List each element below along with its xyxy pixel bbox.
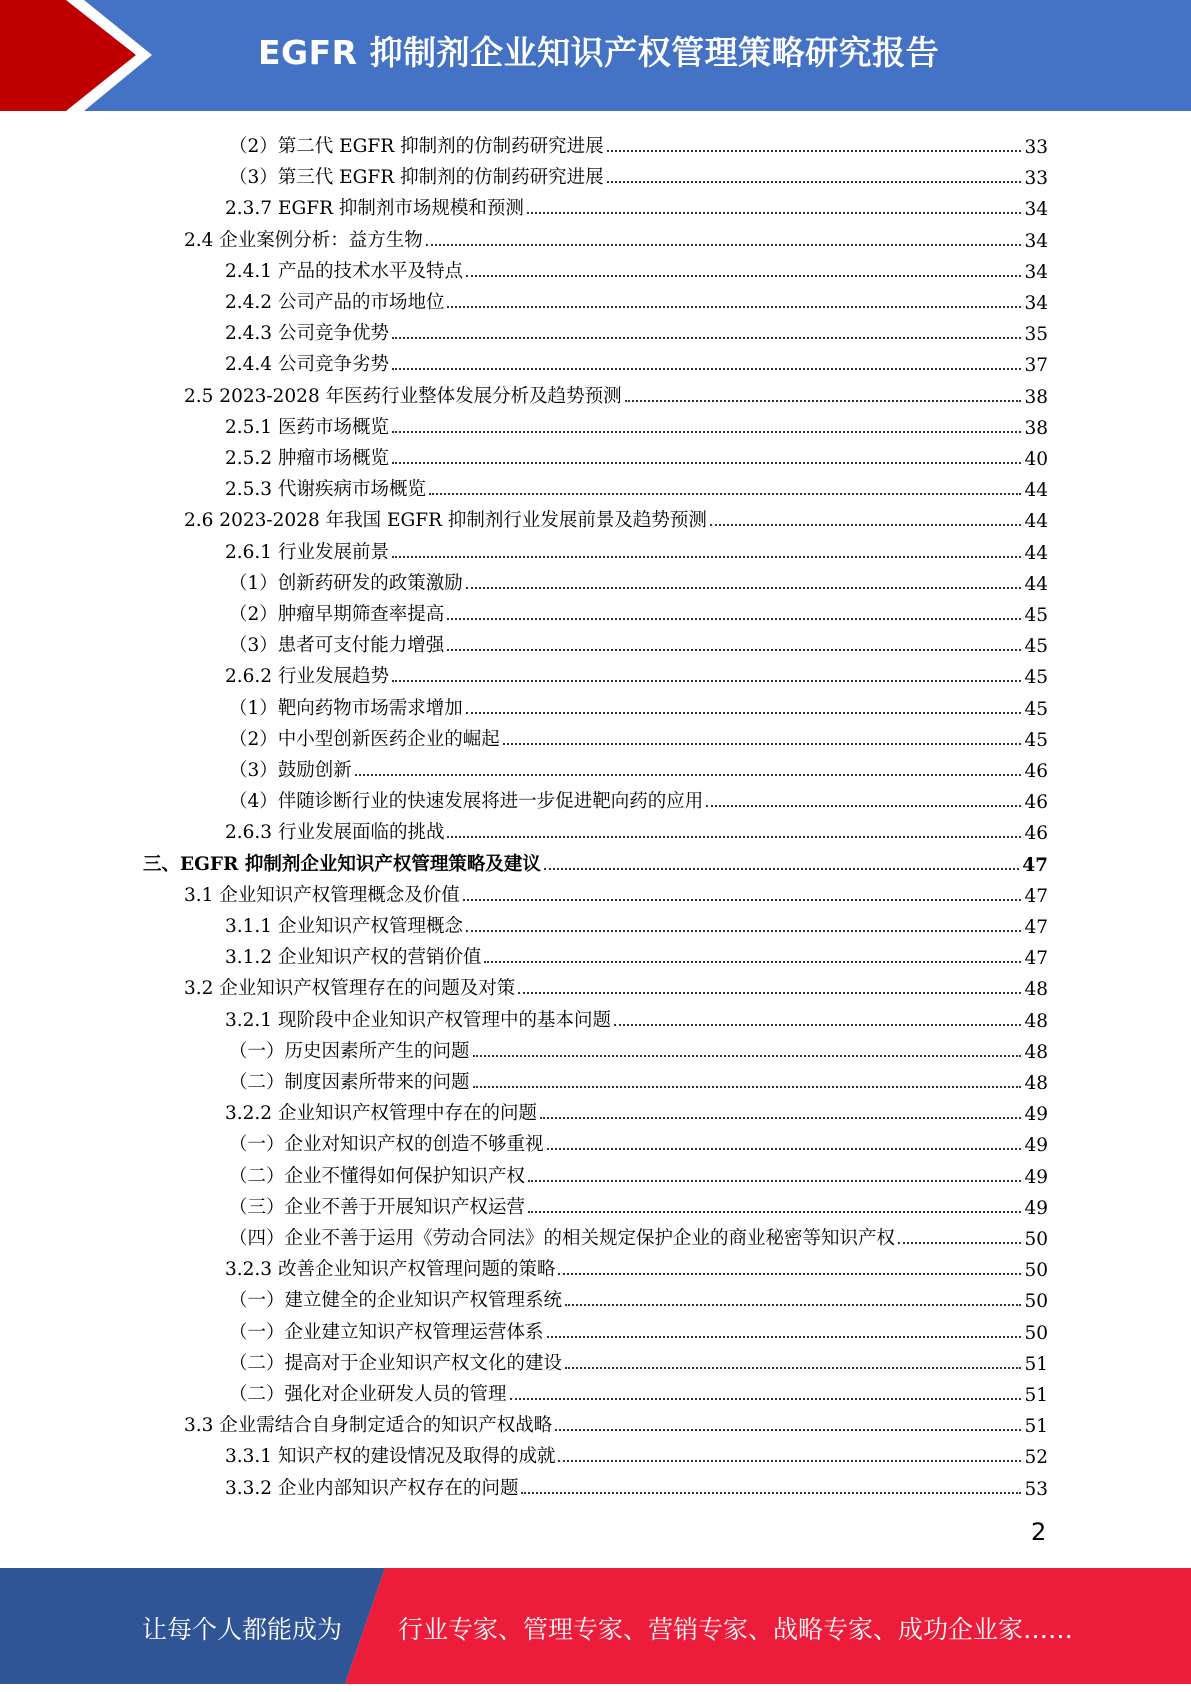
toc-entry-label: 3.1 企业知识产权管理概念及价值 (184, 884, 460, 906)
toc-entry[interactable] (229, 595, 1048, 626)
toc-leader-dots (607, 150, 1022, 152)
toc-entry[interactable] (229, 1375, 1048, 1406)
toc-entry[interactable] (225, 1001, 1048, 1032)
page-header (0, 0, 1191, 111)
toc-entry-page: 46 (1024, 792, 1048, 814)
toc-entry-label: （二）企业不懂得如何保护知识产权 (229, 1165, 526, 1187)
toc-leader-dots (607, 181, 1022, 183)
toc-entry[interactable] (184, 221, 1048, 252)
toc-entry-page: 44 (1024, 573, 1048, 595)
toc-entry-page: 44 (1024, 511, 1048, 533)
toc-entry-page: 49 (1024, 1104, 1048, 1126)
toc-entry-label: （1）靶向药物市场需求增加 (229, 697, 463, 719)
toc-leader-dots (565, 1304, 1021, 1306)
toc-entry-page: 49 (1024, 1135, 1048, 1157)
toc-entry-page: 49 (1024, 1197, 1048, 1219)
toc-entry[interactable] (225, 1094, 1048, 1125)
toc-entry[interactable] (229, 1188, 1048, 1219)
toc-leader-dots (555, 1429, 1021, 1431)
toc-entry[interactable] (225, 938, 1048, 969)
toc-leader-dots (710, 524, 1022, 526)
toc-leader-dots (392, 368, 1021, 370)
toc-entry-page: 51 (1024, 1416, 1048, 1438)
toc-entry[interactable] (143, 845, 1048, 876)
toc-leader-dots (473, 1055, 1022, 1057)
toc-entry-label: 2.6.3 行业发展面临的挑战 (225, 822, 445, 844)
page-number: 2 (1031, 1518, 1047, 1546)
toc-leader-dots (565, 1367, 1021, 1369)
toc-entry-label: 3.3 企业需结合自身制定适合的知识产权战略 (184, 1415, 553, 1437)
toc-entry-page: 50 (1024, 1260, 1048, 1282)
toc-entry-label: （二）强化对企业研发人员的管理 (229, 1384, 507, 1405)
toc-entry-label: 3.3.1 知识产权的建设情况及取得的成就 (225, 1446, 556, 1468)
toc-entry-label: 2.5.2 肿瘤市场概览 (225, 448, 389, 469)
toc-entry-label: 3.3.2 企业内部知识产权存在的问题 (225, 1477, 519, 1499)
toc-entry-page: 45 (1024, 698, 1048, 720)
toc-entry[interactable] (229, 1157, 1048, 1188)
toc-entry-page: 45 (1024, 729, 1048, 751)
toc-entry-label: （3）鼓励创新 (229, 760, 352, 781)
toc-leader-dots (392, 556, 1021, 558)
page-footer (0, 1568, 1191, 1684)
toc-entry[interactable] (225, 1469, 1048, 1500)
toc-entry-label: （4）伴随诊断行业的快速发展将进一步促进靶向药的应用 (229, 791, 704, 813)
toc-entry-label: 2.5.1 医药市场概览 (225, 416, 389, 438)
toc-leader-dots (614, 1024, 1021, 1026)
toc-leader-dots (510, 1398, 1022, 1400)
toc-entry-label: 2.4.1 产品的技术水平及特点 (225, 260, 463, 282)
toc-leader-dots (392, 462, 1021, 464)
toc-leader-dots (706, 805, 1021, 807)
toc-leader-dots (558, 1273, 1021, 1275)
toc-entry-page: 48 (1024, 1010, 1048, 1032)
toc-entry-label: 2.4.2 公司产品的市场地位 (225, 292, 445, 313)
toc-entry-label: 3.1.2 企业知识产权的营销价值 (225, 947, 482, 969)
toc-entry-label: （2）肿瘤早期筛查率提高 (229, 604, 445, 625)
toc-entry-page: 48 (1024, 979, 1048, 1001)
toc-entry[interactable] (184, 969, 1048, 1000)
toc-entry-label: 3.2.2 企业知识产权管理中存在的问题 (225, 1103, 537, 1125)
toc-leader-dots (540, 1117, 1021, 1119)
toc-entry-label: 3.2.1 现阶段中企业知识产权管理中的基本问题 (225, 1009, 611, 1031)
toc-leader-dots (625, 400, 1022, 402)
toc-entry-page: 33 (1024, 168, 1048, 190)
toc-entry[interactable] (229, 1344, 1048, 1375)
toc-entry[interactable] (229, 127, 1048, 158)
toc-entry-label: （二）提高对于企业知识产权文化的建设 (229, 1352, 563, 1374)
toc-entry-label: 2.5.3 代谢疾病市场概览 (225, 479, 426, 501)
toc-entry[interactable] (229, 1219, 1048, 1250)
toc-entry[interactable] (229, 751, 1048, 782)
toc-entry[interactable] (229, 626, 1048, 657)
toc-entry-page: 34 (1024, 199, 1048, 221)
toc-entry[interactable] (229, 1032, 1048, 1063)
toc-entry-page: 47 (1022, 854, 1048, 876)
toc-entry-page: 51 (1024, 1353, 1048, 1375)
toc-leader-dots (466, 587, 1022, 589)
toc-entry-label: （二）制度因素所带来的问题 (229, 1072, 470, 1093)
toc-entry[interactable] (225, 470, 1048, 501)
toc-entry-page: 44 (1024, 480, 1048, 502)
toc-entry[interactable] (184, 501, 1048, 532)
toc-leader-dots (447, 618, 1021, 620)
toc-entry-label: 2.5 2023-2028 年医药行业整体发展分析及趋势预测 (184, 385, 622, 407)
toc-entry[interactable] (229, 1313, 1048, 1344)
toc-entry-label: 2.6.1 行业发展前景 (225, 541, 389, 563)
toc-entry[interactable] (225, 813, 1048, 844)
toc-entry[interactable] (225, 907, 1048, 938)
toc-entry[interactable] (225, 657, 1048, 688)
toc-entry[interactable] (229, 1063, 1048, 1094)
toc-leader-dots (392, 431, 1021, 433)
toc-leader-dots (463, 899, 1022, 901)
toc-entry-page: 48 (1024, 1041, 1048, 1063)
toc-entry-page: 34 (1024, 230, 1048, 252)
toc-entry-label: 3.2.3 改善企业知识产权管理问题的策略 (225, 1259, 556, 1281)
toc-leader-dots (528, 1180, 1021, 1182)
toc-entry-label: （三）企业不善于开展知识产权运营 (229, 1196, 526, 1218)
toc-leader-dots (447, 649, 1021, 651)
toc-entry[interactable] (229, 720, 1048, 751)
toc-entry-page: 45 (1024, 636, 1048, 658)
toc-entry[interactable] (225, 189, 1048, 220)
toc-entry-page: 33 (1024, 137, 1048, 158)
toc-entry-page: 34 (1024, 261, 1048, 283)
toc-entry-page: 46 (1024, 823, 1048, 845)
toc-entry-page: 45 (1024, 605, 1048, 626)
toc-entry-page: 53 (1024, 1478, 1048, 1500)
toc-entry[interactable] (184, 1406, 1048, 1437)
toc-entry-page: 44 (1024, 542, 1048, 564)
toc-entry[interactable] (225, 283, 1048, 314)
toc-leader-dots (527, 212, 1022, 214)
toc-leader-dots (484, 961, 1021, 963)
toc-leader-dots (466, 275, 1021, 277)
toc-entry-page: 48 (1024, 1073, 1048, 1094)
toc-leader-dots (521, 1492, 1021, 1494)
toc-entry[interactable] (225, 345, 1048, 376)
toc-leader-dots (466, 712, 1022, 714)
toc-entry-label: （一）历史因素所产生的问题 (229, 1040, 470, 1062)
toc-entry[interactable] (229, 689, 1048, 720)
toc-leader-dots (528, 1211, 1021, 1213)
toc-entry[interactable] (229, 1281, 1048, 1312)
toc-entry[interactable] (184, 377, 1048, 408)
toc-entry-page: 47 (1024, 885, 1048, 907)
toc-entry-page: 51 (1024, 1385, 1048, 1406)
toc-entry-page: 49 (1024, 1166, 1048, 1188)
toc-leader-dots (544, 868, 1019, 870)
toc-entry-label: 2.4.3 公司竞争优势 (225, 323, 389, 345)
toc-entry-page: 46 (1024, 761, 1048, 782)
toc-leader-dots (518, 992, 1021, 994)
toc-entry-label: （四）企业不善于运用《劳动合同法》的相关规定保护企业的商业秘密等知识产权 (229, 1228, 896, 1249)
toc-leader-dots (547, 1336, 1022, 1338)
toc-entry-label: 2.4 企业案例分析：益方生物 (184, 229, 423, 251)
toc-entry[interactable] (225, 533, 1048, 564)
toc-entry-label: （一）建立健全的企业知识产权管理系统 (229, 1290, 563, 1312)
toc-entry-page: 38 (1024, 386, 1048, 408)
toc-entry-label: （2）第二代 EGFR 抑制剂的仿制药研究进展 (229, 136, 604, 157)
toc-leader-dots (547, 1148, 1022, 1150)
toc-entry-label: （一）企业对知识产权的创造不够重视 (229, 1134, 544, 1156)
toc-entry-label: 三、EGFR 抑制剂企业知识产权管理策略及建议 (143, 853, 541, 875)
toc-entry-page: 50 (1024, 1229, 1048, 1250)
toc-entry-label: （一）企业建立知识产权管理运营体系 (229, 1321, 544, 1343)
toc-entry[interactable] (184, 876, 1048, 907)
toc-entry-page: 35 (1024, 324, 1048, 346)
toc-entry-label: 3.1.1 企业知识产权管理概念 (225, 916, 463, 937)
toc-entry-page: 34 (1024, 293, 1048, 314)
document-title: EGFR 抑制剂企业知识产权管理策略研究报告 (258, 33, 940, 72)
toc-entry-label: 2.4.4 公司竞争劣势 (225, 354, 389, 376)
toc-entry-label: （3）患者可支付能力增强 (229, 635, 445, 657)
toc-leader-dots (426, 244, 1022, 246)
toc-entry[interactable] (229, 782, 1048, 813)
footer-slogan-right: 行业专家、管理专家、营销专家、战略专家、成功企业家…… (398, 1615, 1074, 1644)
toc-leader-dots (355, 774, 1022, 776)
toc-entry-page: 50 (1024, 1291, 1048, 1313)
toc-entry-label: （1）创新药研发的政策激励 (229, 572, 463, 594)
toc-entry-label: 3.2 企业知识产权管理存在的问题及对策 (184, 978, 516, 1000)
toc-leader-dots (392, 337, 1021, 339)
toc-entry-label: 2.6 2023-2028 年我国 EGFR 抑制剂行业发展前景及趋势预测 (184, 510, 707, 532)
toc-leader-dots (429, 493, 1021, 495)
toc-entry-page: 37 (1024, 355, 1048, 377)
toc-entry[interactable] (225, 252, 1048, 283)
toc-leader-dots (466, 930, 1021, 932)
footer-slogan-left: 让每个人都能成为 (142, 1615, 343, 1644)
toc-entry-page: 50 (1024, 1322, 1048, 1344)
toc-entry-label: 2.6.2 行业发展趋势 (225, 666, 389, 688)
toc-entry-page: 47 (1024, 917, 1048, 938)
toc-entry-page: 45 (1024, 667, 1048, 689)
toc-entry-page: 47 (1024, 948, 1048, 970)
toc-leader-dots (447, 836, 1021, 838)
toc-entry-label: （3）第三代 EGFR 抑制剂的仿制药研究进展 (229, 167, 604, 189)
toc-leader-dots (473, 1086, 1022, 1088)
toc-entry[interactable] (225, 1250, 1048, 1281)
toc-entry[interactable] (225, 408, 1048, 439)
toc-entry-page: 38 (1024, 417, 1048, 439)
toc-leader-dots (558, 1460, 1021, 1462)
toc-leader-dots (898, 1242, 1021, 1244)
toc-entry[interactable] (225, 1437, 1048, 1468)
toc-entry[interactable] (225, 439, 1048, 470)
toc-entry-page: 40 (1024, 449, 1048, 470)
toc-entry[interactable] (229, 158, 1048, 189)
toc-entry-page: 52 (1024, 1447, 1048, 1469)
toc-leader-dots (503, 743, 1022, 745)
toc-entry[interactable] (229, 1125, 1048, 1156)
toc-leader-dots (447, 306, 1021, 308)
toc-entry-label: （2）中小型创新医药企业的崛起 (229, 728, 500, 750)
toc-entry[interactable] (225, 314, 1048, 345)
toc-leader-dots (392, 680, 1021, 682)
toc-entry[interactable] (229, 564, 1048, 595)
toc-entry-label: 2.3.7 EGFR 抑制剂市场规模和预测 (225, 198, 524, 220)
